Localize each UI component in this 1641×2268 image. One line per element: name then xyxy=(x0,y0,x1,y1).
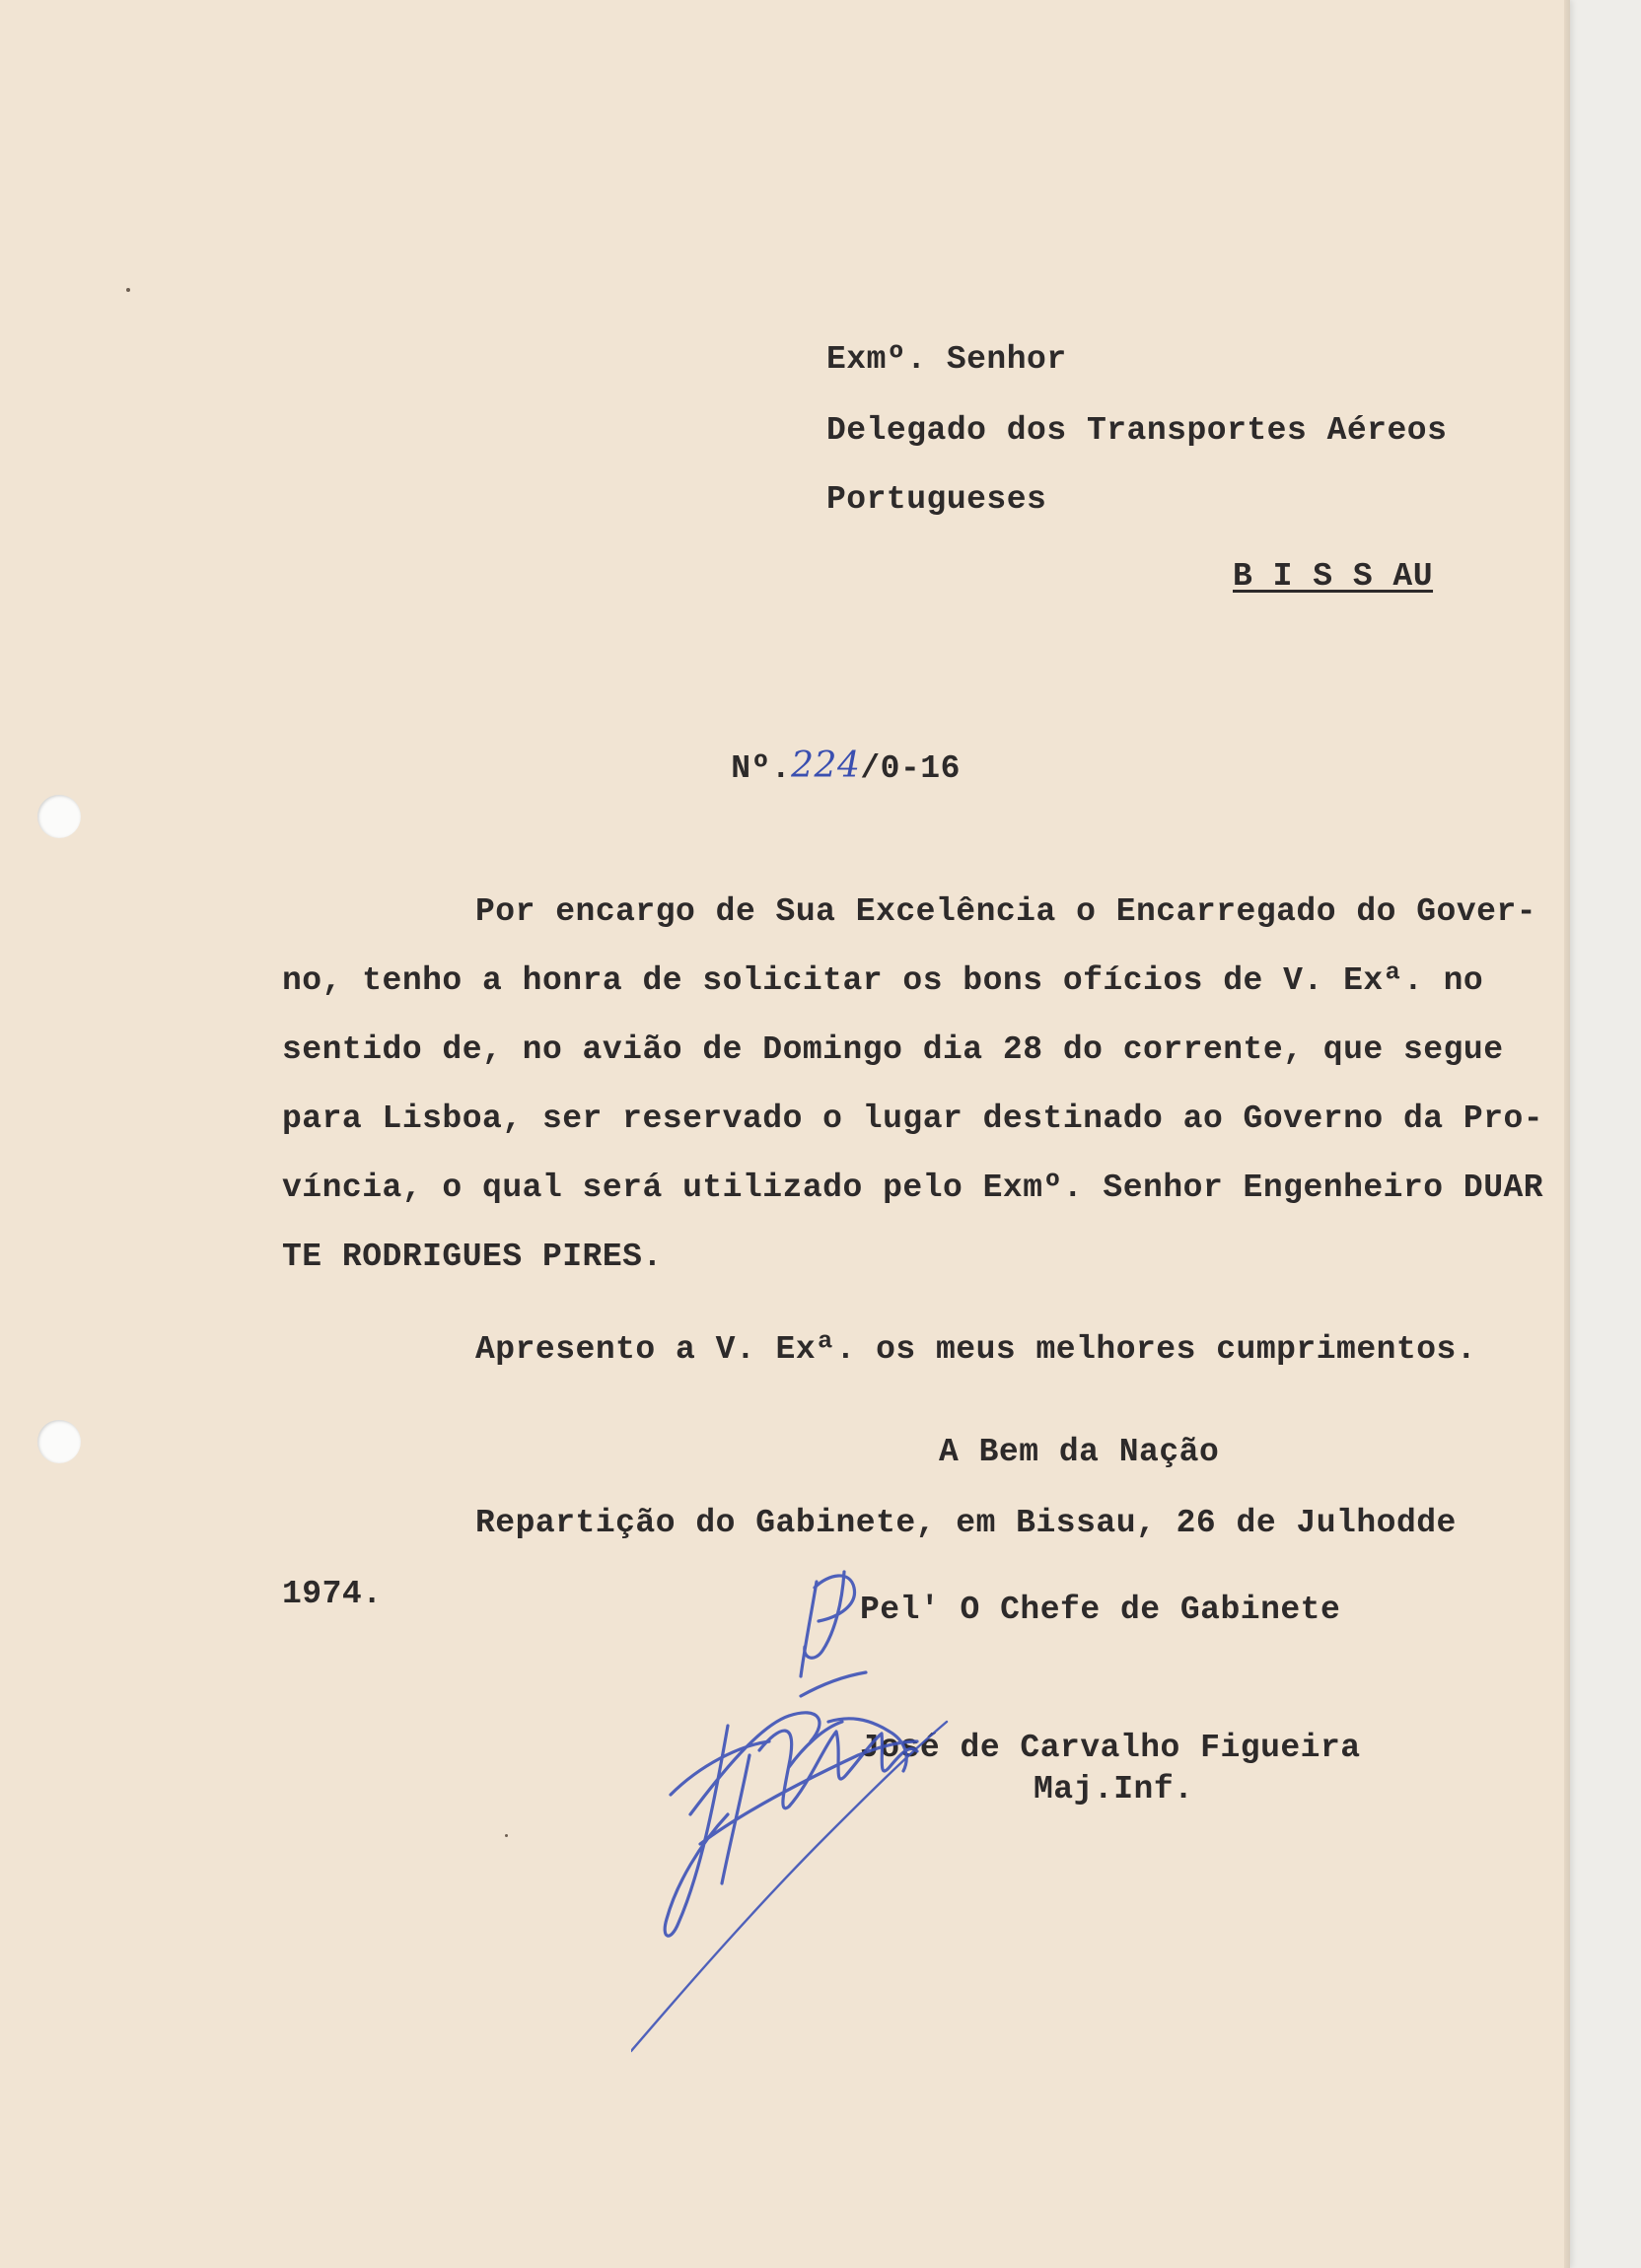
addressee-line-1: Delegado dos Transportes Aéreos xyxy=(826,412,1448,449)
paper-edge xyxy=(1564,0,1570,2268)
punch-hole-top xyxy=(37,795,81,838)
signer-rank: Maj.Inf. xyxy=(1034,1771,1194,1807)
reference-suffix: /0-16 xyxy=(860,750,961,787)
reference-number-handwritten: 224 xyxy=(791,745,861,786)
body-line: víncia, o qual será utilizado pelo Exmº. Senhor Engenheiro DUAR xyxy=(282,1169,1544,1206)
closing-greeting: Apresento a V. Exª. os meus melhores cumprimentos. xyxy=(475,1331,1477,1368)
date-year: 1974. xyxy=(282,1576,383,1612)
paper-speck xyxy=(505,1834,508,1837)
reference-number xyxy=(651,716,961,817)
city: B I S S AU xyxy=(1233,558,1434,595)
paper-speck xyxy=(126,288,130,292)
punch-hole-bottom xyxy=(37,1420,81,1463)
signer-name: José de Carvalho Figueira xyxy=(860,1730,1361,1766)
signer-role: Pel' O Chefe de Gabinete xyxy=(860,1592,1341,1628)
salutation: Exmº. Senhor xyxy=(826,341,1067,378)
body-line: para Lisboa, ser reservado o lugar destinado ao Governo da Pro- xyxy=(282,1100,1544,1137)
date-line: Repartição do Gabinete, em Bissau, 26 de Julhodde xyxy=(475,1505,1457,1541)
motto: A Bem da Nação xyxy=(939,1434,1220,1470)
body-line: no, tenho a honra de solicitar os bons ofícios de V. Exª. no xyxy=(282,962,1484,999)
handwritten-signature xyxy=(631,1548,986,2061)
reference-prefix: Nº. xyxy=(731,750,792,787)
body-line: TE RODRIGUES PIRES. xyxy=(282,1239,663,1275)
body-line: Por encargo de Sua Excelência o Encarregado do Gover- xyxy=(475,893,1537,930)
addressee-line-2: Portugueses xyxy=(826,481,1047,518)
body-line: sentido de, no avião de Domingo dia 28 do corrente, que segue xyxy=(282,1031,1504,1068)
